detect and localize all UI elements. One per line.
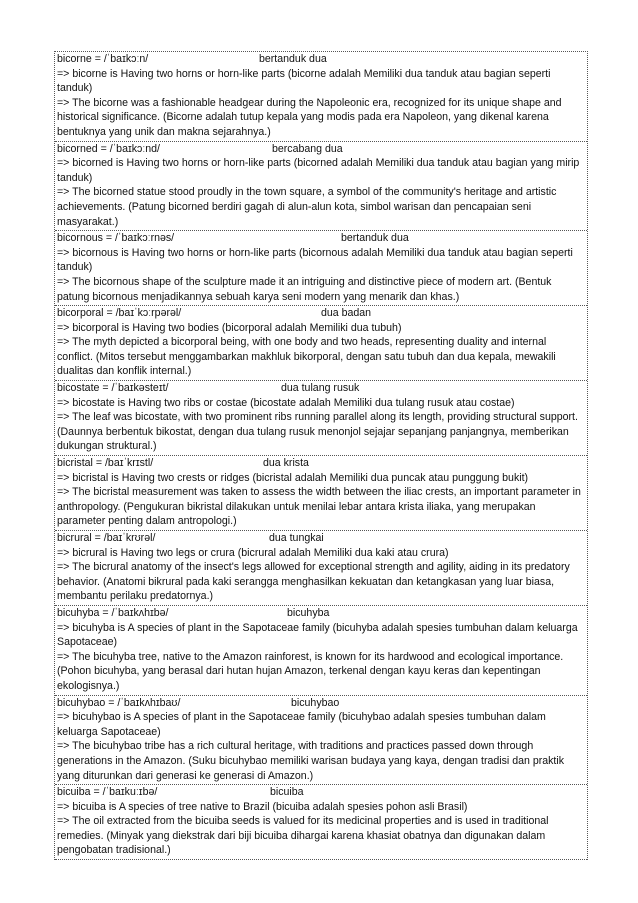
entry-definition: => bicuiba is A species of tree native to Brazil (bicuiba adalah spesies pohon asli Brasil) <box>57 800 468 813</box>
entry-definition: => bicorne is Having two horns or horn-like parts (bicorne adalah Memiliki dua tanduk atau bagian seperti tanduk) <box>57 67 551 95</box>
entry-word: bicorne = /ˈbaɪkɔːn/ <box>57 53 149 65</box>
entry-example: => The myth depicted a bicorporal being, with one body and two heads, representing duality and internal conflict. (Mitos tersebut menggambarkan makhluk bikorporal, dengan satu tubuh dan dua kepala, mewakili dualitas dan konflik internal.) <box>57 336 556 378</box>
entry-definition: => bicristal is Having two crests or ridges (bicristal adalah Memiliki dua puncak atau punggung bukit) <box>57 471 529 484</box>
entry-word: bicuiba = /ˈbaɪkuːɪbə/ <box>57 786 158 799</box>
entry-example: => The leaf was bicostate, with two prominent ribs running parallel along its length, providing structural support. (Daunnya berbentuk bikostat, dengan dua tulang rusuk menonjol sejajar sepanjang panjangnya, memberikan dukungan struktural.) <box>57 411 578 453</box>
entry-translation: bicuhybao <box>291 696 340 709</box>
entry-headline <box>57 231 585 246</box>
entry-translation: bercabang dua <box>272 142 343 155</box>
entry-example: => The oil extracted from the bicuiba seeds is valued for its medicinal properties and is used in traditional remedies. (Minyak yang diekstrak dari biji bicuiba dihargai karena khasiat obatnya dan digunakan dalam pengobatan tradisional.) <box>57 815 549 857</box>
entry-example: => The bicuhyba tree, native to the Amazon rainforest, is known for its hardwood and ecological importance. (Pohon bicuhyba, yang berasal dari hutan hujan Amazon, terkenal dengan kayu keras dan kepentingan ekologisnya.) <box>57 650 564 692</box>
entry-headline <box>57 306 585 321</box>
entry-example: => The bicorned statue stood proudly in the town square, a symbol of the community's heritage and artistic achievements. (Patung bicorned berdiri gagah di alun-alun kota, simbol warisan dan pencapaian seni masyarakat.) <box>57 186 557 228</box>
entry-definition: => bicornous is Having two horns or horn-like parts (bicornous adalah Memiliki dua tanduk atau bagian seperti tanduk) <box>57 246 573 274</box>
entry-translation: dua tulang rusuk <box>281 382 360 395</box>
entry-example: => The bicuhybao tribe has a rich cultural heritage, with traditions and practices passed down through generations in the Amazon. (Suku bicuhybao memiliki warisan budaya yang kaya, dengan tradisi dan praktik yang diturunkan dari generasi ke generasi di Amazon.) <box>57 740 565 782</box>
entry-bicorne <box>55 52 587 142</box>
dictionary-page <box>54 51 588 860</box>
entry-definition: => bicrural is Having two legs or crura (bicrural adalah Memiliki dua kaki atau crura) <box>57 546 449 559</box>
entry-bicorned <box>55 142 587 232</box>
entry-word: bicornous = /ˈbaɪkɔːrnəs/ <box>57 232 175 245</box>
entry-headline <box>57 785 585 800</box>
entry-word: bicuhybao = /ˈbaɪkʌhɪbaʊ/ <box>57 696 181 709</box>
entry-translation: dua tungkai <box>269 532 324 544</box>
entry-example: => The bicorne was a fashionable headgear during the Napoleonic era, recognized for its unique shape and historical significance. (Bicorne adalah tutup kepala yang modis pada era Napoleon, yang dikenal karena bentuknya yang unik dan makna sejarahnya.) <box>57 96 562 138</box>
entry-bicuhybao <box>55 696 587 786</box>
entry-word: bicrural = /baɪˈkrʊrəl/ <box>57 532 156 544</box>
entry-bicorporal <box>55 306 587 381</box>
entry-bicuhyba <box>55 606 587 696</box>
entry-bicornous <box>55 231 587 306</box>
entry-headline <box>57 696 585 711</box>
entry-bicrural <box>55 531 587 606</box>
entry-definition: => bicorned is Having two horns or horn-like parts (bicorned adalah Memiliki dua tanduk atau bagian yang mirip tanduk) <box>57 157 580 184</box>
entry-translation: bicuiba <box>270 786 304 799</box>
entry-example: => The bicrural anatomy of the insect's legs allowed for exceptional strength and agility, aiding in its predatory behavior. (Anatomi bikrural pada kaki serangga menghasilkan kekuatan dan ketangkasan yang luar biasa, membantu perilaku predatornya.) <box>57 561 570 603</box>
entry-definition: => bicuhybao is A species of plant in the Sapotaceae family (bicuhybao adalah spesies tumbuhan dalam keluarga Sapotaceae) <box>57 711 546 738</box>
entry-translation: bertanduk dua <box>259 53 327 65</box>
entry-translation: dua krista <box>263 457 309 470</box>
entry-example: => The bicristal measurement was taken to assess the width between the iliac crests, an important parameter in anthropology. (Pengukuran bikristal dilakukan untuk menilai lebar antara krista iliaka, yang merupakan parameter penting dalam antropologi.) <box>57 486 581 528</box>
entry-headline <box>57 531 585 546</box>
entry-word: bicuhyba = /ˈbaɪkʌhɪbə/ <box>57 606 169 619</box>
entry-headline <box>57 142 585 157</box>
entry-translation: bertanduk dua <box>341 232 409 245</box>
entry-word: bicostate = /ˈbaɪkəsteɪt/ <box>57 382 169 395</box>
entry-word: bicorporal = /baɪˈkɔːrpərəl/ <box>57 307 182 320</box>
entry-definition: => bicostate is Having two ribs or costae (bicostate adalah Memiliki dua tulang rusuk atau costae) <box>57 396 515 409</box>
entry-definition: => bicuhyba is A species of plant in the Sapotaceae family (bicuhyba adalah spesies tumbuhan dalam keluarga Sapotaceae) <box>57 621 578 649</box>
entry-bicostate <box>55 381 587 456</box>
entry-bicristal <box>55 456 587 531</box>
entry-headline <box>57 456 585 471</box>
entry-definition: => bicorporal is Having two bodies (bicorporal adalah Memiliki dua tubuh) <box>57 321 402 334</box>
entry-headline <box>57 606 585 621</box>
entry-word: bicorned = /ˈbaɪkɔːnd/ <box>57 142 160 155</box>
entry-example: => The bicornous shape of the sculpture made it an intriguing and distinctive piece of modern art. (Bentuk patung bicornous menjadikannya sebuah karya seni modern yang menarik dan khas.) <box>57 275 552 303</box>
entry-headline <box>57 52 585 67</box>
entry-headline <box>57 381 585 396</box>
entry-translation: bicuhyba <box>287 606 330 619</box>
entry-bicuiba <box>55 785 587 860</box>
entry-translation: dua badan <box>321 307 372 320</box>
entry-word: bicristal = /baɪˈkrɪstl/ <box>57 457 154 470</box>
